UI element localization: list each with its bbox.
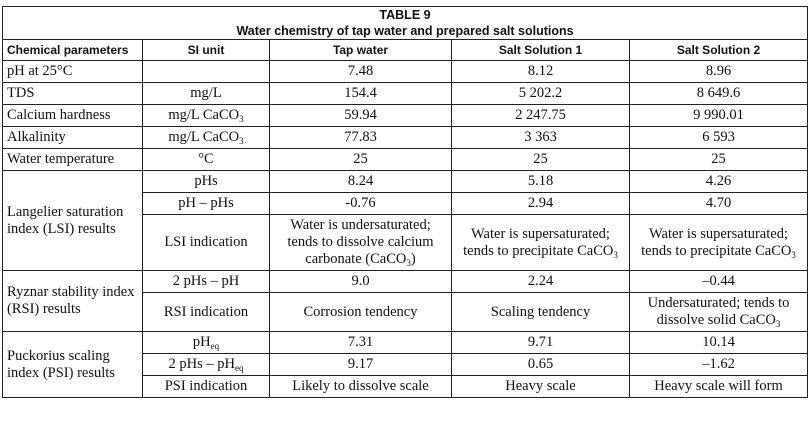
salt-solution-2-cell: 10.14 (630, 332, 808, 354)
table-row (3, 332, 808, 354)
unit-cell (143, 127, 270, 149)
unit-cell: pHs (143, 171, 270, 193)
tap-water-cell: 9.17 (270, 354, 452, 376)
salt-solution-1-cell: 3 363 (452, 127, 630, 149)
unit-cell (143, 105, 270, 127)
unit-text: 2 pHs – pH (168, 356, 235, 372)
param-cell: pH at 25°C (3, 61, 143, 83)
header-chemical-parameters: Chemical parameters (3, 40, 143, 61)
tap-water-cell: 154.4 (270, 83, 452, 105)
unit-cell (143, 354, 270, 376)
indication-subscript: 3 (613, 249, 618, 260)
indication-subscript: 3 (406, 258, 411, 268)
unit-cell: PSI indication (143, 376, 270, 398)
salt-solution-1-cell: 8.12 (452, 61, 630, 83)
table-row (3, 83, 808, 105)
salt-solution-1-cell: 2 247.75 (452, 105, 630, 127)
unit-cell (143, 332, 270, 354)
psi-group-label: Puckorius scaling index (PSI) results (3, 332, 143, 398)
salt-solution-1-cell: 2.24 (452, 271, 630, 293)
salt-solution-2-cell (630, 215, 808, 271)
unit-text: mg/L CaCO (168, 107, 240, 123)
salt-solution-1-cell: Heavy scale (452, 376, 630, 398)
header-si-unit: SI unit (143, 40, 270, 61)
table-row (3, 171, 808, 193)
salt-solution-1-cell: 5.18 (452, 171, 630, 193)
unit-subscript: 3 (239, 136, 244, 146)
table-caption-row (3, 7, 808, 40)
salt-solution-2-cell: –0.44 (630, 271, 808, 293)
unit-subscript: 3 (239, 114, 244, 124)
indication-text: Water is supersaturated; tends to precipitate CaCO (463, 225, 614, 259)
tap-water-cell: Likely to dissolve scale (270, 376, 452, 398)
param-cell: Water temperature (3, 149, 143, 171)
salt-solution-2-cell: –1.62 (630, 354, 808, 376)
lsi-group-label: Langelier saturation index (LSI) results (3, 171, 143, 271)
table-row (3, 149, 808, 171)
unit-cell: °C (143, 149, 270, 171)
tap-water-cell: 25 (270, 149, 452, 171)
header-salt-solution-2: Salt Solution 2 (630, 40, 808, 61)
param-cell: Alkalinity (3, 127, 143, 149)
header-tap-water: Tap water (270, 40, 452, 61)
table-row (3, 105, 808, 127)
header-row (3, 40, 808, 61)
salt-solution-1-cell (452, 215, 630, 271)
tap-water-cell: 7.48 (270, 61, 452, 83)
indication-text: Undersaturated; tends to dissolve solid CaCO (647, 295, 790, 328)
salt-solution-2-cell: 9 990.01 (630, 105, 808, 127)
table-caption (3, 7, 808, 40)
salt-solution-2-cell (630, 293, 808, 332)
salt-solution-2-cell: 4.70 (630, 193, 808, 215)
salt-solution-1-cell: Scaling tendency (452, 293, 630, 332)
rsi-group-label: Ryznar stability index (RSI) results (3, 271, 143, 332)
tap-water-cell: Corrosion tendency (270, 293, 452, 332)
salt-solution-1-cell: 25 (452, 149, 630, 171)
tap-water-cell: 77.83 (270, 127, 452, 149)
tap-water-cell: 7.31 (270, 332, 452, 354)
table-row (3, 61, 808, 83)
unit-cell: 2 pHs – pH (143, 271, 270, 293)
salt-solution-1-cell: 9.71 (452, 332, 630, 354)
indication-text: Water is undersaturated; tends to dissolve calcium carbonate (CaCO (287, 217, 434, 267)
salt-solution-2-cell: 6 593 (630, 127, 808, 149)
unit-cell: mg/L (143, 83, 270, 105)
tap-water-cell: 59.94 (270, 105, 452, 127)
header-salt-solution-1: Salt Solution 1 (452, 40, 630, 61)
param-cell: TDS (3, 83, 143, 105)
unit-cell: LSI indication (143, 215, 270, 271)
unit-subscript: eq (210, 341, 220, 351)
param-cell: Calcium hardness (3, 105, 143, 127)
tap-water-cell (270, 215, 452, 271)
salt-solution-2-cell: Heavy scale will form (630, 376, 808, 398)
table-container (2, 6, 807, 398)
indication-subscript: 3 (791, 249, 796, 260)
salt-solution-1-cell: 0.65 (452, 354, 630, 376)
unit-text: mg/L CaCO (168, 129, 240, 145)
tap-water-cell: 9.0 (270, 271, 452, 293)
unit-cell: RSI indication (143, 293, 270, 332)
salt-solution-2-cell: 8 649.6 (630, 83, 808, 105)
salt-solution-2-cell: 8.96 (630, 61, 808, 83)
water-chemistry-table (2, 6, 808, 398)
table-number: TABLE 9 (379, 8, 431, 22)
indication-subscript: 3 (775, 319, 781, 329)
unit-text: pH (192, 334, 211, 350)
tap-water-cell: -0.76 (270, 193, 452, 215)
salt-solution-1-cell: 2.94 (452, 193, 630, 215)
salt-solution-1-cell: 5 202.2 (452, 83, 630, 105)
indication-text-end: ) (410, 251, 416, 267)
unit-subscript: eq (234, 363, 244, 373)
unit-cell (143, 61, 270, 83)
table-row (3, 271, 808, 293)
table-row (3, 127, 808, 149)
salt-solution-2-cell: 25 (630, 149, 808, 171)
unit-cell: pH – pHs (143, 193, 270, 215)
tap-water-cell: 8.24 (270, 171, 452, 193)
salt-solution-2-cell: 4.26 (630, 171, 808, 193)
indication-text: Water is supersaturated; tends to precipitate CaCO (641, 225, 792, 259)
table-title: Water chemistry of tap water and prepared salt solutions (236, 24, 574, 38)
